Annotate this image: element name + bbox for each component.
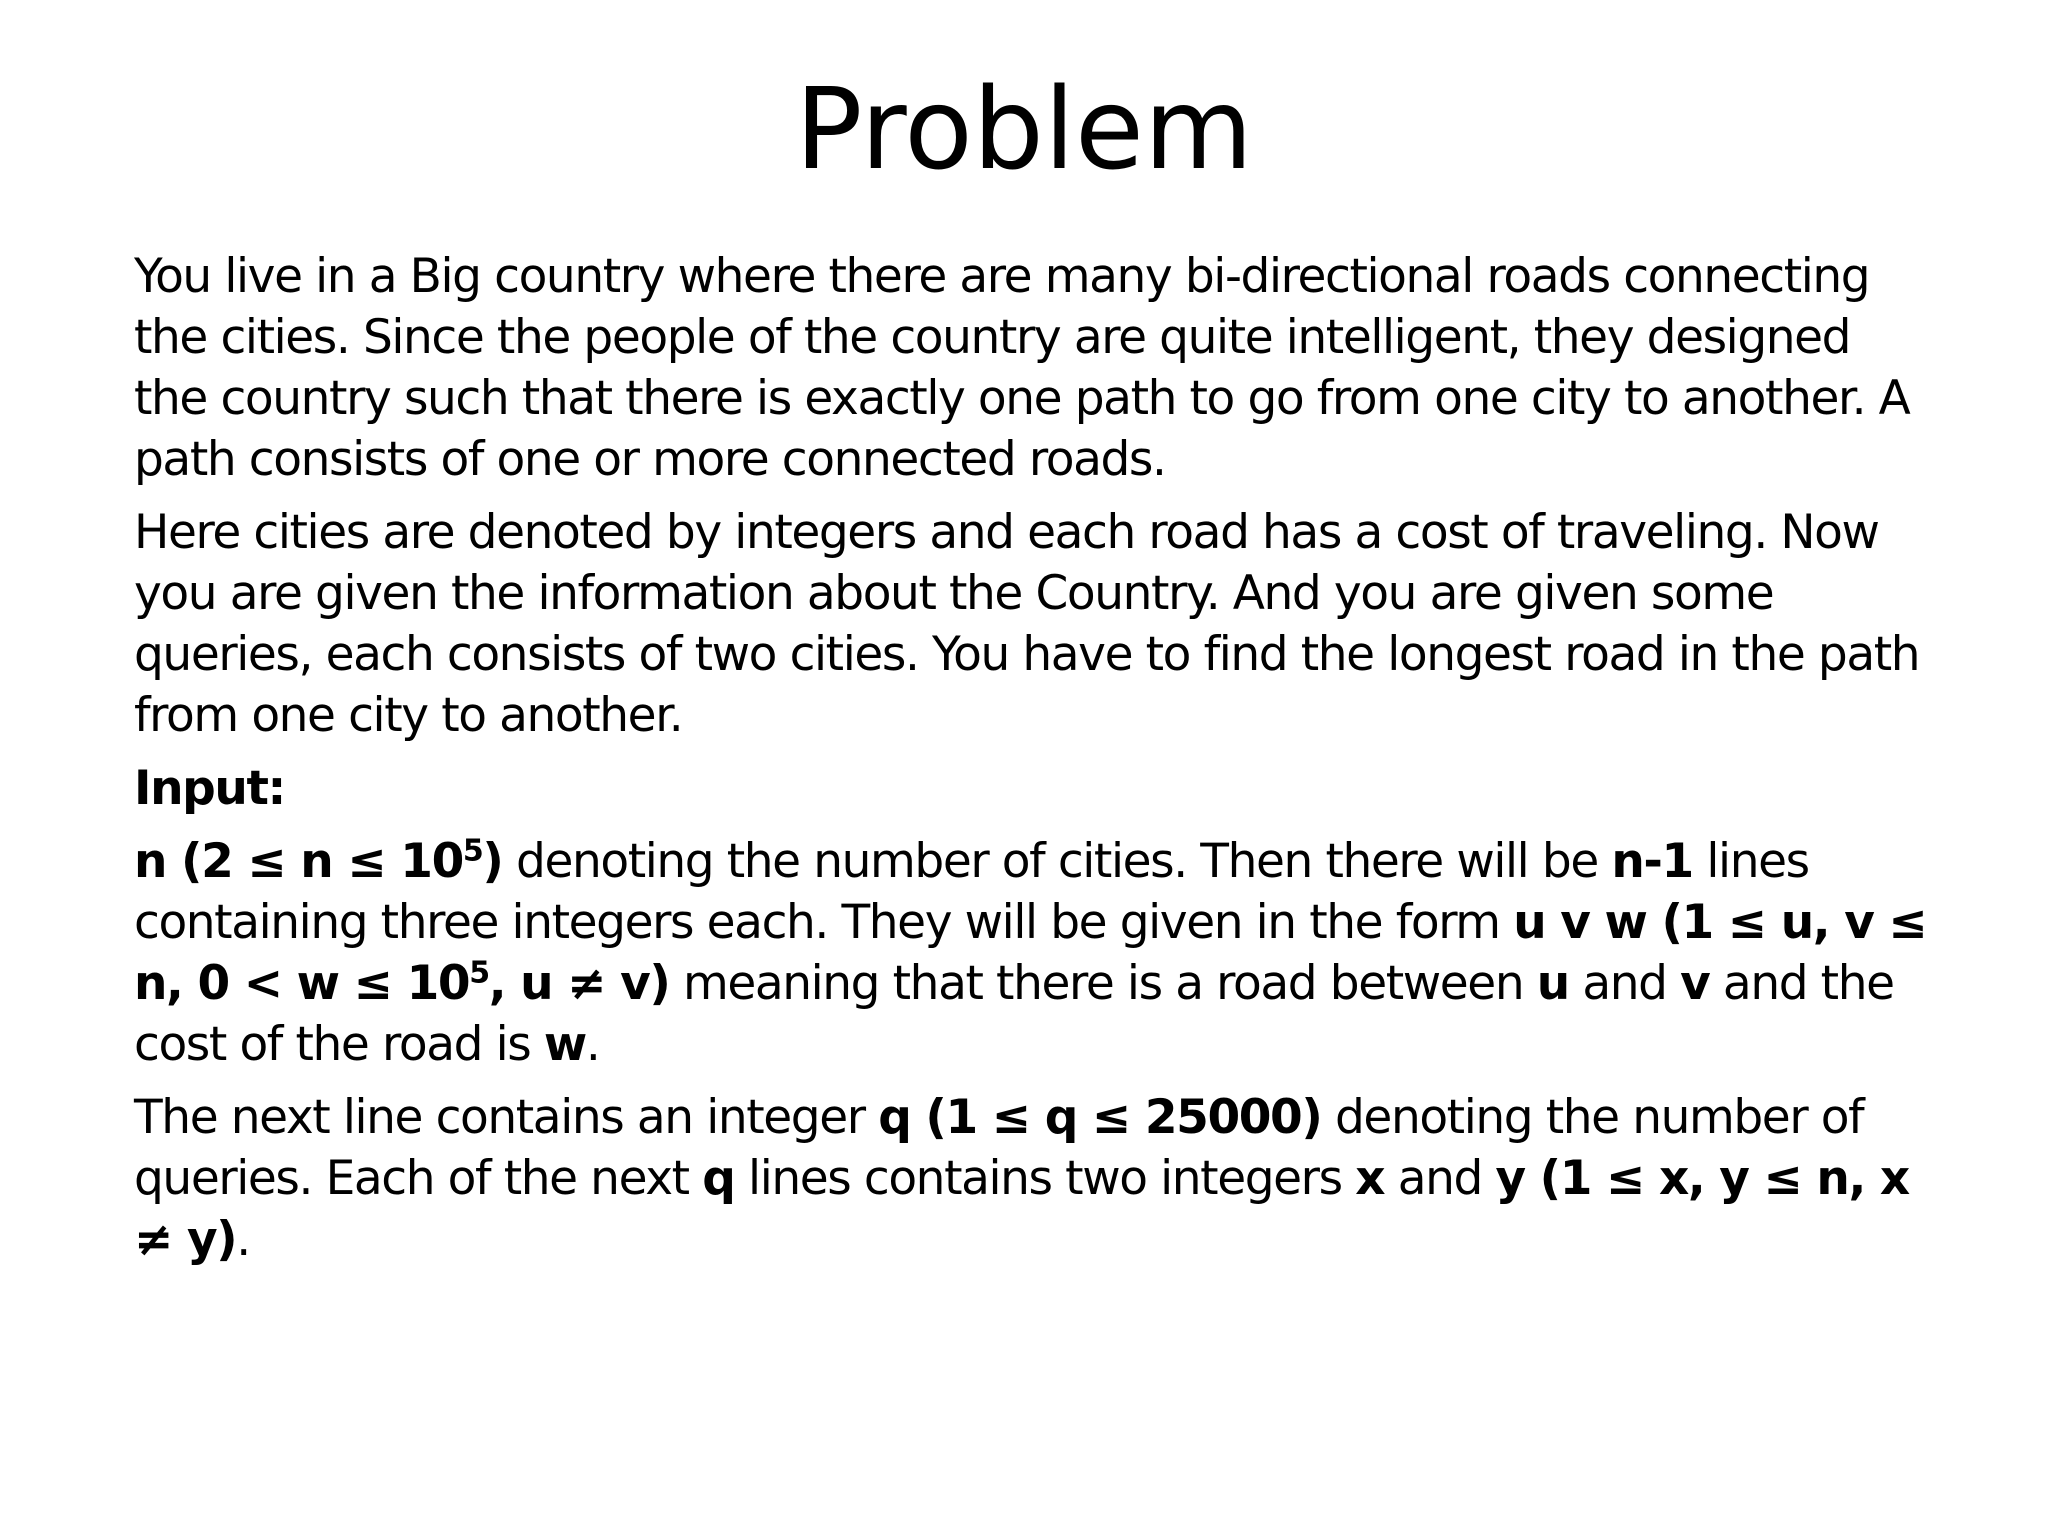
y-constraint: y (1 ≤ x, y ≤ n, x ≠ y) [134, 1151, 1909, 1267]
paragraph-input-spec [134, 831, 1934, 1075]
input-text: and [1568, 956, 1681, 1011]
n-constraint [134, 834, 502, 889]
paragraph-task: Here cities are denoted by integers and each road has a cost of traveling. Now you are given the information about the Country. And you are given some queries, each consists of two cities. You have to find the longest road in the path from one city to another. [134, 505, 1920, 743]
paragraph-intro: You live in a Big country where there are many bi-directional roads connecting the cities. Since the people of the country are quite intelligent, they designed the country such that there is exactly one path to go from one city to another. A path consists of one or more connected roads. [134, 249, 1910, 487]
var-q: q [702, 1151, 735, 1206]
input-text: meaning that there is a road between [669, 956, 1537, 1011]
input-text: lines containing three integers each. They will be given in the form [134, 834, 1809, 950]
query-text: . [236, 1212, 250, 1267]
n-constraint-close: ) [482, 834, 503, 889]
var-v: v [1680, 956, 1710, 1011]
n-constraint-text: n (2 ≤ n ≤ 10 [134, 834, 463, 889]
input-text: . [585, 1017, 600, 1072]
query-text: The next line contains an integer [134, 1090, 879, 1145]
query-text: lines contains two integers [734, 1151, 1356, 1206]
var-u: u [1536, 956, 1569, 1011]
n-minus-1: n-1 [1611, 834, 1693, 889]
paragraph-queries-spec [134, 1087, 1934, 1270]
query-text: denoting the number of queries. Each of the next [134, 1090, 1864, 1206]
uvw-constraint-close: , u ≠ v) [488, 956, 670, 1011]
q-constraint: q (1 ≤ q ≤ 25000) [878, 1090, 1322, 1145]
exponent: 5 [469, 955, 489, 991]
slide-title: Problem [795, 65, 1253, 195]
slide-body [134, 246, 1934, 1282]
input-text: denoting the number of cities. Then there will be [502, 834, 1612, 889]
uvw-constraint-text: u v w (1 ≤ u, v ≤ n, 0 < w ≤ 10 [134, 895, 1927, 1011]
var-x: x [1355, 1151, 1385, 1206]
input-text: and the cost of the road is [134, 956, 1894, 1072]
var-w: w [543, 1017, 586, 1072]
exponent: 5 [462, 833, 483, 869]
input-heading: Input: [134, 761, 285, 816]
query-text: and [1384, 1151, 1496, 1206]
